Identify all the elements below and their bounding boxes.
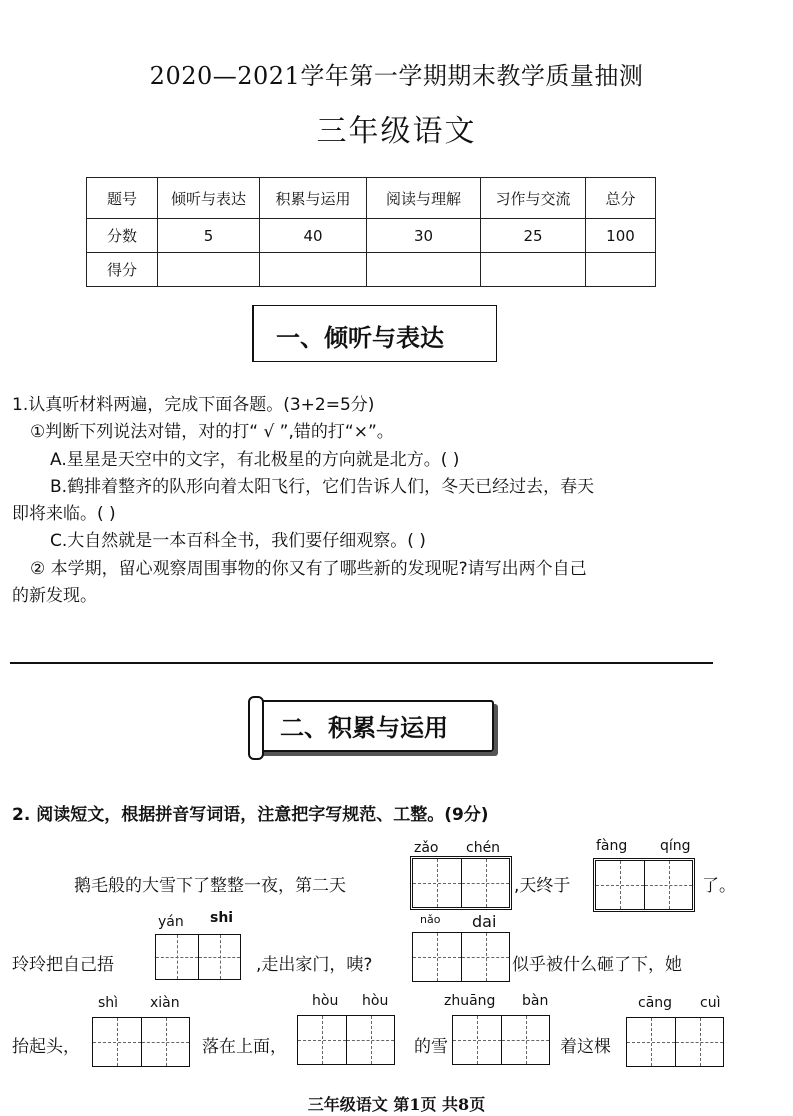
exam-subtitle: 三年级语文 (316, 114, 477, 149)
passage-text: 的雪 (414, 1037, 448, 1057)
writing-grid-zhuangban[interactable] (452, 1015, 550, 1065)
pinyin-label: shì (98, 995, 119, 1011)
table-cell: 100 (586, 219, 656, 253)
pinyin-label: hòu (362, 993, 389, 1009)
writing-cell[interactable] (453, 1016, 501, 1064)
page-footer: 三年级语文 第1页 共8页 (307, 1095, 486, 1114)
question-1-part1: ①判断下列说法对错，对的打“ √ ”,错的打“×”。 (30, 422, 394, 442)
writing-cell[interactable] (413, 859, 461, 907)
passage-text: 抬起头， (12, 1037, 80, 1057)
writing-cell[interactable] (627, 1018, 675, 1066)
section1-banner-label: 一、倾听与表达 (276, 324, 444, 352)
pinyin-label: zǎo (414, 840, 439, 856)
writing-cell[interactable] (501, 1016, 549, 1064)
header-cell: 阅读与理解 (367, 178, 481, 219)
statement-b-line1: B.鹤排着整齐的队形向着太阳飞行，它们告诉人们，冬天已经过去，春天 (50, 477, 595, 497)
score-table-header-row (87, 178, 656, 219)
writing-cell[interactable] (198, 935, 240, 979)
section2-banner (248, 696, 492, 758)
writing-cell[interactable] (596, 861, 644, 909)
writing-cell[interactable] (346, 1016, 394, 1064)
pinyin-label: cuì (700, 995, 721, 1011)
writing-cell[interactable] (461, 933, 509, 981)
score-entry-cell[interactable] (586, 253, 656, 287)
writing-grid-shixian[interactable] (92, 1017, 190, 1067)
passage-text: 着这棵 (560, 1037, 611, 1057)
score-entry-cell[interactable] (481, 253, 586, 287)
score-entry-cell[interactable] (367, 253, 481, 287)
writing-cell[interactable] (413, 933, 461, 981)
writing-cell[interactable] (675, 1018, 723, 1066)
score-table-earned-row (87, 253, 656, 287)
table-cell: 30 (367, 219, 481, 253)
pinyin-label: bàn (522, 993, 549, 1009)
exam-title: 2020—2021学年第一学期期末教学质量抽测 (149, 62, 644, 90)
question-1-part2-line2: 的新发现。 (12, 586, 97, 606)
pinyin-label: xiàn (150, 995, 180, 1011)
writing-cell[interactable] (141, 1018, 189, 1066)
pinyin-label: nǎo (420, 913, 441, 926)
score-table (86, 177, 656, 287)
writing-grid-naodai[interactable] (412, 932, 510, 982)
header-cell: 积累与运用 (260, 178, 367, 219)
passage-text: ,走出家门，咦? (256, 955, 373, 975)
table-cell: 25 (481, 219, 586, 253)
statement-c: C.大自然就是一本百科全书，我们要仔细观察。( ) (50, 531, 426, 551)
passage-text: 似乎被什么砸了下，她 (512, 955, 682, 975)
writing-cell[interactable] (644, 861, 692, 909)
statement-a: A.星星是天空中的文字，有北极星的方向就是北方。( ) (50, 450, 460, 470)
writing-grid-fangqing[interactable] (593, 858, 695, 912)
pinyin-label: fàng (596, 838, 628, 854)
passage-text: 玲玲把自己捂 (12, 955, 114, 975)
score-entry-cell[interactable] (260, 253, 367, 287)
pinyin-label: hòu (312, 993, 339, 1009)
score-entry-cell[interactable] (158, 253, 260, 287)
writing-grid-cangcui[interactable] (626, 1017, 724, 1067)
table-cell: 5 (158, 219, 260, 253)
header-cell: 习作与交流 (481, 178, 586, 219)
answer-line[interactable] (10, 662, 713, 664)
writing-grid-zaochen[interactable] (410, 856, 512, 910)
question-1: 1.认真听材料两遍，完成下面各题。(3+2=5分) (12, 395, 375, 415)
header-cell: 题号 (87, 178, 158, 219)
scroll-roll (248, 696, 264, 760)
pinyin-label: chén (466, 840, 501, 856)
section1-banner (252, 305, 497, 362)
pinyin-label: qíng (660, 838, 691, 854)
writing-cell[interactable] (93, 1018, 141, 1066)
table-cell: 40 (260, 219, 367, 253)
passage-text: ,天终于 (514, 876, 571, 896)
pinyin-label: yán (158, 914, 184, 930)
pinyin-label: shi (210, 910, 234, 926)
writing-grid-houhou[interactable] (297, 1015, 395, 1065)
table-cell: 分数 (87, 219, 158, 253)
question-2: 2. 阅读短文，根据拼音写词语，注意把字写规范、工整。(9分) (12, 805, 489, 825)
writing-cell[interactable] (156, 935, 198, 979)
pinyin-label: zhuāng (444, 993, 496, 1009)
score-table-points-row (87, 219, 656, 253)
header-cell: 总分 (586, 178, 656, 219)
table-cell: 得分 (87, 253, 158, 287)
statement-b-line2: 即将来临。( ) (12, 504, 116, 524)
header-cell: 倾听与表达 (158, 178, 260, 219)
pinyin-label: dai (472, 912, 497, 931)
writing-cell[interactable] (461, 859, 509, 907)
writing-cell[interactable] (298, 1016, 346, 1064)
passage-text: 鹅毛般的大雪下了整整一夜，第二天 (74, 876, 346, 896)
question-1-part2-line1: ② 本学期，留心观察周围事物的你又有了哪些新的发现呢?请写出两个自己 (30, 559, 587, 579)
passage-text: 落在上面， (202, 1037, 287, 1057)
section2-banner-label: 二、积累与运用 (280, 714, 448, 742)
passage-text: 了。 (702, 876, 736, 896)
pinyin-label: cāng (638, 995, 673, 1011)
writing-grid-yanshi[interactable] (155, 934, 241, 980)
